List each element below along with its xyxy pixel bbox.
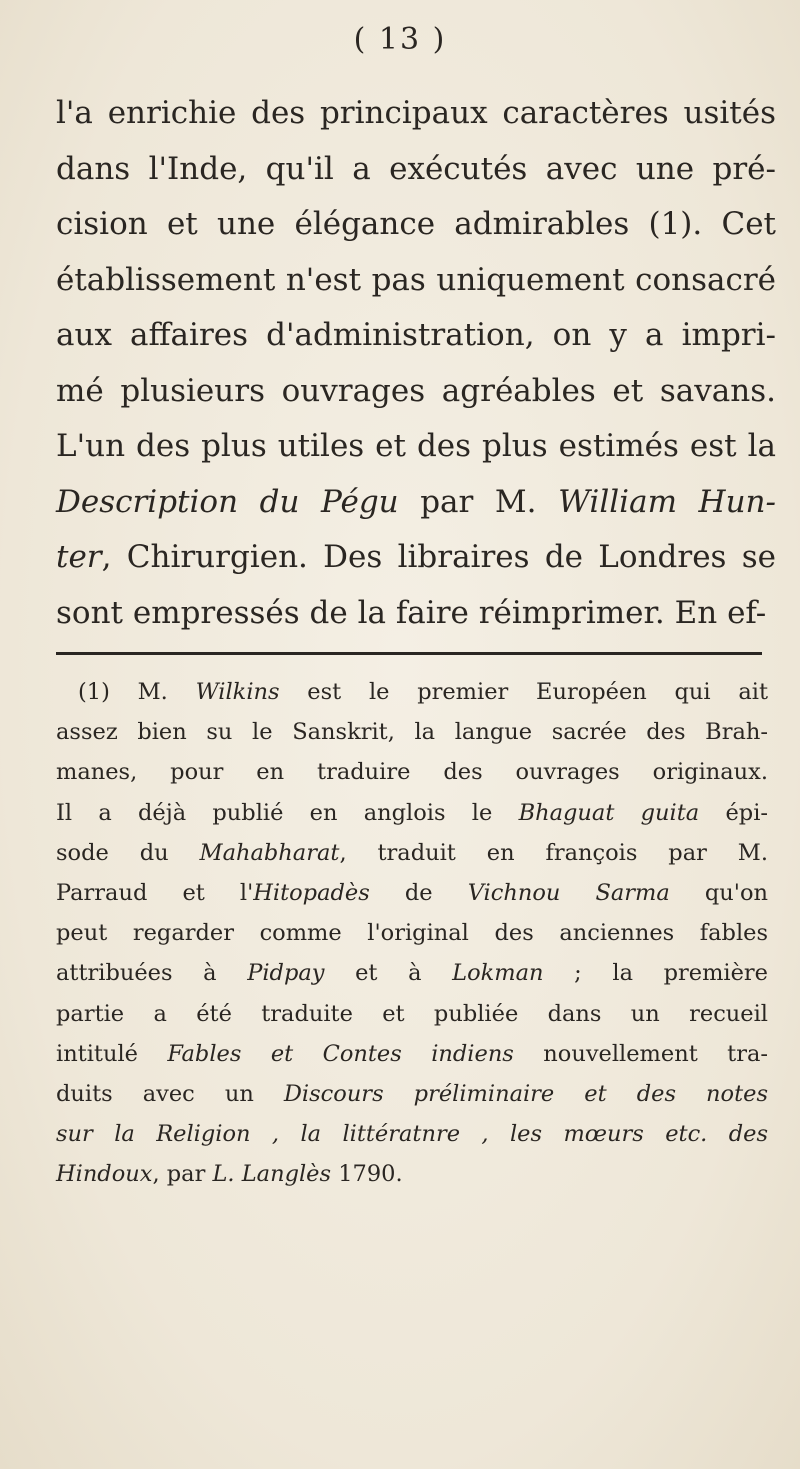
footnote-line: sode du Mahabharat, traduit en françois par M.	[56, 839, 768, 866]
footnote-line: peut regarder comme l'original des anciennes fables	[56, 920, 768, 947]
main-text	[56, 86, 776, 641]
footnote-line: sur la Religion , la littératnre , les mœurs etc. des	[56, 1121, 768, 1148]
footnote-line: duits avec un Discours préliminaire et des notes	[56, 1080, 768, 1107]
footnote-line: partie a été traduite et publiée dans un recueil	[56, 1000, 768, 1027]
footnote-line: Il a déjà publié en anglois le Bhaguat guita épi-	[56, 799, 768, 826]
text-line: L'un des plus utiles et des plus estimés est la	[56, 428, 776, 464]
footnote-separator	[56, 652, 762, 655]
footnote-line: Parraud et l'Hitopadès de Vichnou Sarma qu'on	[56, 879, 768, 906]
footnote-line: Hindoux, par L. Langlès 1790.	[56, 1161, 403, 1188]
text-line: établissement n'est pas uniquement consacré	[56, 261, 776, 298]
text-line: cision et une élégance admirables (1). Cet	[56, 206, 776, 242]
text-line: aux affaires d'administration, on y a impri-	[56, 317, 776, 353]
text-line: sont empressés de la faire réimprimer. En ef-	[56, 594, 767, 631]
footnote	[56, 672, 768, 1194]
text-line: l'a enrichie des principaux caractères usités	[56, 95, 776, 131]
footnote-line: attribuées à Pidpay et à Lokman ; la première	[56, 960, 769, 987]
footnote-line: assez bien su le Sanskrit, la langue sacrée des Brah-	[56, 719, 768, 746]
text-line: dans l'Inde, qu'il a exécutés avec une pré-	[56, 150, 776, 187]
footnote-line: intitulé Fables et Contes indiens nouvellement tra-	[56, 1040, 768, 1067]
author-name: ter	[56, 539, 102, 575]
text-line: mé plusieurs ouvrages agréables et savans.	[56, 372, 776, 409]
footnote-line: manes, pour en traduire des ouvrages originaux.	[56, 759, 768, 786]
footnote-line: (1) M. Wilkins est le premier Européen qui ait	[78, 679, 769, 705]
page-number: ( 13 )	[353, 22, 447, 57]
text-line: ter, Chirurgien. Des libraires de Londres se	[56, 539, 776, 575]
text-line: Description du Pégu par M. William Hun-	[56, 483, 776, 520]
author-name: William Hun-	[558, 483, 776, 520]
book-title: Description du Pégu	[56, 483, 399, 520]
